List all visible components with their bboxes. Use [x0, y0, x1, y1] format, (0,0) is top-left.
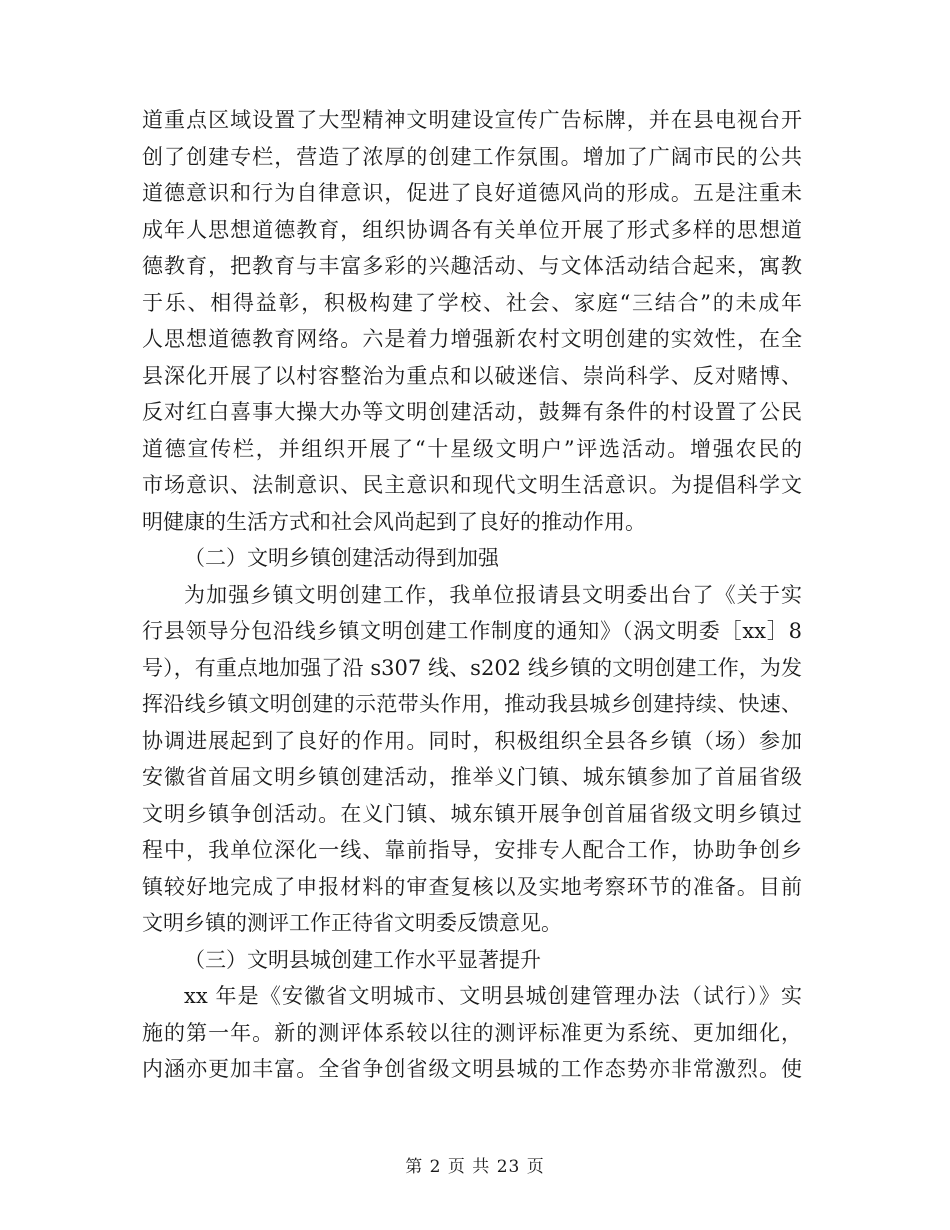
page-footer: 第 2 页 共 23 页: [405, 1157, 545, 1177]
text-line: 道德宣传栏，并组织开展了“十星级文明户”评选活动。增强农民的: [142, 436, 802, 461]
text-line: 成年人思想道德教育，组织协调各有关单位开展了形式多样的思想道: [142, 217, 802, 242]
text-line: 于乐、相得益彰，积极构建了学校、社会、家庭“三结合”的未成年: [142, 290, 802, 315]
section-heading: （三）文明县城创建工作水平显著提升: [184, 947, 541, 972]
document-body: [142, 102, 802, 1088]
text-line: 行县领导分包沿线乡镇文明创建工作制度的通知》（涡文明委［xx］8: [142, 619, 802, 643]
text-line: 明健康的生活方式和社会风尚起到了良好的推动作用。: [142, 509, 646, 534]
text-line: 德教育，把教育与丰富多彩的兴趣活动、与文体活动结合起来，寓教: [142, 254, 802, 278]
text-line: 程中，我单位深化一线、靠前指导，安排专人配合工作，协助争创乡: [142, 838, 802, 862]
text-line: 施的第一年。新的测评体系较以往的测评标准更为系统、更加细化，: [142, 1020, 802, 1045]
text-line: 文明乡镇的测评工作正待省文明委反馈意见。: [142, 911, 562, 935]
text-line: 市场意识、法制意识、民主意识和现代文明生活意识。为提倡科学文: [142, 473, 802, 497]
text-line: 挥沿线乡镇文明创建的示范带头作用，推动我县城乡创建持续、快速、: [142, 692, 802, 716]
text-line: 安徽省首届文明乡镇创建活动，推举义门镇、城东镇参加了首届省级: [142, 765, 802, 789]
text-line: 为加强乡镇文明创建工作，我单位报请县文明委出台了《关于实: [184, 582, 802, 607]
text-line: 反对红白喜事大操大办等文明创建活动，鼓舞有条件的村设置了公民: [142, 400, 802, 424]
text-line: 人思想道德教育网络。六是着力增强新农村文明创建的实效性，在全: [142, 327, 802, 351]
text-line: 文明乡镇争创活动。在义门镇、城东镇开展争创首届省级文明乡镇过: [142, 801, 802, 826]
text-line: 协调进展起到了良好的作用。同时，积极组织全县各乡镇（场）参加: [142, 728, 802, 753]
section-heading: （二）文明乡镇创建活动得到加强: [184, 546, 499, 570]
text-line: 道重点区域设置了大型精神文明建设宣传广告标牌，并在县电视台开: [142, 108, 802, 132]
text-line: 道德意识和行为自律意识，促进了良好道德风尚的形成。五是注重未: [142, 181, 802, 205]
text-line: 创了创建专栏，营造了浓厚的创建工作氛围。增加了广阔市民的公共: [142, 144, 802, 169]
text-line: 号），有重点地加强了沿 s307 线、s202 线乡镇的文明创建工作，为发: [142, 655, 802, 680]
text-line: 县深化开展了以村容整治为重点和以破迷信、崇尚科学、反对赌博、: [142, 363, 802, 388]
text-line: xx 年是《安徽省文明城市、文明县城创建管理办法（试行）》实: [184, 984, 802, 1008]
text-line: 镇较好地完成了申报材料的审查复核以及实地考察环节的准备。目前: [142, 874, 802, 899]
text-line: 内涵亦更加丰富。全省争创省级文明县城的工作态势亦非常激烈。使: [142, 1057, 802, 1081]
